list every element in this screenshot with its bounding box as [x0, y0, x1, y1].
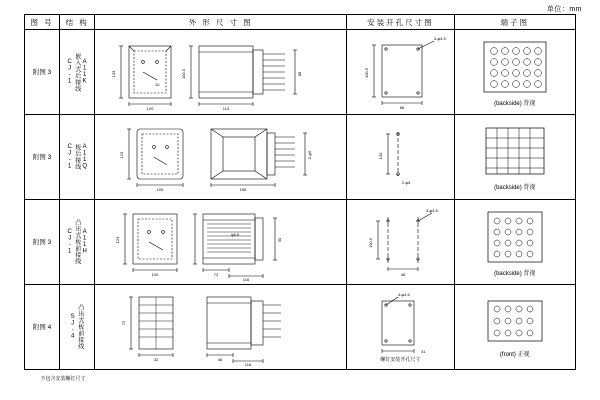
terminal-caption: (front) 正视 [499, 351, 530, 358]
svg-text:113: 113 [222, 106, 229, 111]
structure-code: CJ-1 [66, 229, 73, 255]
svg-text:46: 46 [217, 357, 222, 362]
svg-text:156: 156 [239, 187, 247, 192]
svg-text:72: 72 [213, 272, 218, 277]
structure-code: SJ-4 [69, 314, 76, 340]
cell-fig-no [25, 200, 60, 285]
hole-note: 螺钉安装开孔尺寸 [380, 357, 421, 363]
unit-note: 单位：mm [546, 6, 582, 13]
fig-no-label: 附图 4 [32, 323, 52, 331]
table-row [25, 200, 576, 285]
svg-text:123: 123 [114, 236, 120, 244]
terminal-diagram-icon [478, 124, 552, 180]
structure-suffix: A11Q [81, 144, 88, 170]
cell-structure [60, 30, 95, 115]
cell-fig-no [25, 30, 60, 115]
header-structure: 结 构 [60, 15, 95, 30]
terminal-diagram-icon [478, 38, 552, 96]
cell-terminal-diagram [454, 200, 575, 285]
svg-text:130: 130 [378, 152, 384, 160]
svg-text:116: 116 [242, 277, 249, 282]
cell-fig-no [25, 285, 60, 370]
structure-text: 板后接线 [73, 144, 80, 170]
svg-text:2-φ5: 2-φ5 [402, 180, 411, 185]
table-row [25, 30, 576, 115]
mounting-hole-drawing-icon [352, 120, 448, 194]
terminal-diagram-icon [478, 208, 552, 266]
structure-code: CJ-1 [66, 144, 73, 170]
terminal-caption: (backside) 背视 [494, 184, 536, 191]
mounting-hole-drawing-icon [352, 291, 448, 357]
cell-structure [60, 200, 95, 285]
cell-hole-drawing [347, 115, 454, 200]
cell-outline-drawing [95, 285, 347, 370]
svg-text:30: 30 [276, 237, 282, 243]
svg-text:4-φ4.5: 4-φ4.5 [398, 292, 411, 297]
outline-drawing-icon [99, 202, 343, 282]
cell-terminal-diagram [454, 115, 575, 200]
svg-text:4-φ4.5: 4-φ4.5 [434, 36, 447, 41]
terminal-caption: (backside) 背视 [494, 100, 536, 107]
svg-text:31: 31 [421, 349, 426, 354]
svg-text:120: 120 [146, 106, 154, 111]
fig-no-label: 附图 3 [32, 238, 52, 246]
table-header-row [25, 15, 576, 30]
svg-text:φ5.5: φ5.5 [230, 232, 239, 237]
structure-suffix: A11H [81, 229, 88, 255]
structure-suffix: A11K [81, 59, 88, 85]
outline-drawing-icon [99, 117, 343, 197]
svg-text:88: 88 [296, 71, 302, 77]
outline-drawing-icon [99, 32, 343, 112]
svg-text:100: 100 [151, 272, 159, 277]
header-dimensions: 外 形 尺 寸 图 [95, 15, 347, 30]
svg-text:46: 46 [401, 272, 406, 277]
cell-outline-drawing [95, 115, 347, 200]
svg-text:72: 72 [120, 320, 126, 326]
fig-no-label: 附图 3 [32, 68, 52, 76]
terminal-caption: (backside) 背视 [494, 270, 536, 277]
fig-no-label: 附图 3 [32, 153, 52, 161]
mounting-hole-drawing-icon [352, 35, 448, 109]
header-terminals: 端子图 [454, 15, 575, 30]
terminal-diagram-icon [478, 297, 552, 347]
cell-terminal-diagram [454, 30, 575, 115]
header-fig-no: 图 号 [25, 15, 60, 30]
svg-text:100.5: 100.5 [364, 67, 370, 79]
header-holes: 安装开孔尺寸图 [347, 15, 454, 30]
structure-text: 嵌入式后接线 [73, 52, 80, 92]
spec-table [24, 14, 576, 370]
svg-text:86: 86 [400, 105, 405, 109]
table-row [25, 115, 576, 200]
svg-text:100.5: 100.5 [368, 237, 374, 249]
svg-text:123: 123 [118, 151, 124, 159]
cell-hole-drawing [347, 200, 454, 285]
svg-text:116: 116 [244, 362, 251, 367]
cell-outline-drawing [95, 200, 347, 285]
mounting-hole-drawing-icon [352, 205, 448, 279]
svg-text:10: 10 [154, 82, 160, 87]
outline-drawing-icon [99, 287, 343, 367]
structure-text: 凸出式板前接线 [76, 304, 83, 350]
cell-terminal-diagram [454, 285, 575, 370]
cell-fig-no [25, 115, 60, 200]
structure-code: CJ-1 [66, 59, 73, 85]
svg-text:4-φ4.5: 4-φ4.5 [426, 208, 439, 213]
svg-text:100.3: 100.3 [180, 68, 186, 80]
table-row [25, 285, 576, 370]
cell-hole-drawing [347, 30, 454, 115]
svg-text:105: 105 [156, 187, 164, 192]
structure-text: 凸出式板前接线 [73, 219, 80, 265]
cell-hole-drawing [347, 285, 454, 370]
svg-text:32: 32 [153, 357, 158, 362]
svg-text:133: 133 [110, 70, 116, 78]
cell-structure [60, 285, 95, 370]
footnote: 不包含安装螺钉尺寸 [40, 376, 86, 382]
cell-structure [60, 115, 95, 200]
svg-text:2-φ5: 2-φ5 [306, 150, 312, 160]
cell-outline-drawing [95, 30, 347, 115]
